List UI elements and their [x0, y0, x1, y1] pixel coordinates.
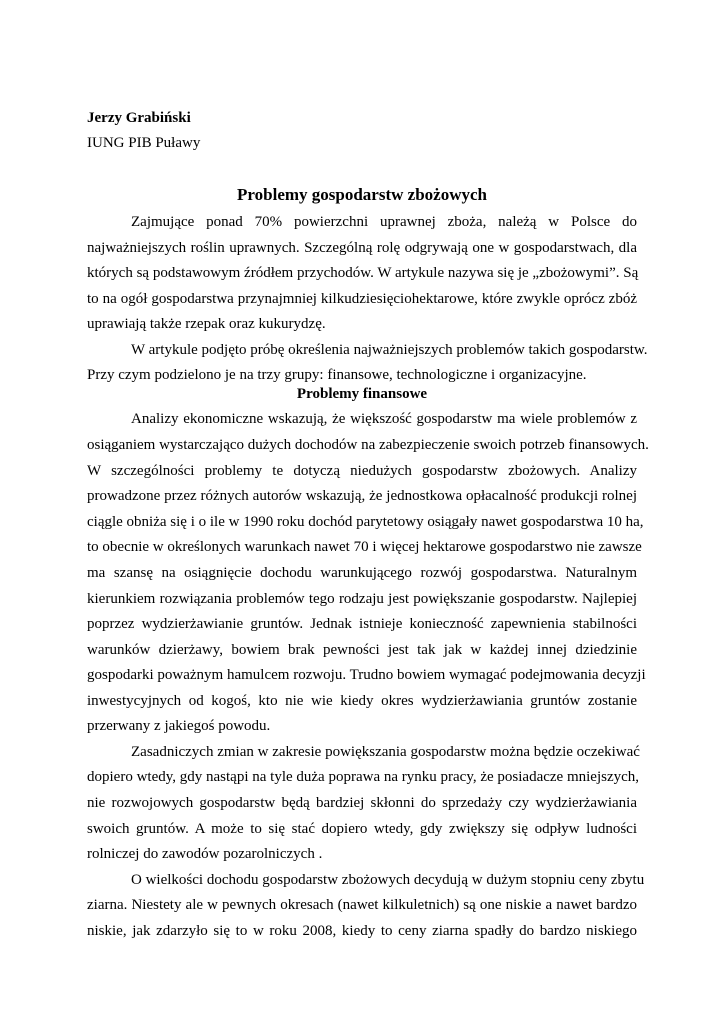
- text-line: prowadzone przez różnych autorów wskazują, że jednostkowa opłacalność produkcji rolnej: [87, 488, 637, 504]
- text-line: których są podstawowym źródłem przychodów. W artykule nazywa się je „zbożowymi”. Są: [87, 265, 639, 281]
- text-line: O wielkości dochodu gospodarstw zbożowych decydują w dużym stopniu ceny zbytu: [131, 872, 645, 888]
- text-line: ciągle obniża się i o ile w 1990 roku dochód parytetowy osiągały nawet gospodarstwa 10 ha,: [87, 514, 644, 530]
- text-line: ziarna. Niestety ale w pewnych okresach (nawet kilkuletnich) są one niskie a nawet bardzo: [87, 897, 637, 913]
- text-line: najważniejszych roślin uprawnych. Szczególną rolę odgrywają one w gospodarstwach, dla: [87, 240, 637, 256]
- text-line: dopiero wtedy, gdy nastąpi na tyle duża poprawa na rynku pracy, że posiadacze mniejszych,: [87, 769, 640, 785]
- text-line: Zasadniczych zmian w zakresie powiększania gospodarstw można będzie oczekiwać: [131, 744, 640, 760]
- text-line: poprzez wydzierżawianie gruntów. Jednak istnieje konieczność zapewnienia stabilności: [87, 616, 637, 632]
- text-line: Przy czym podzielono je na trzy grupy: finansowe, technologiczne i organizacyjne.: [87, 367, 587, 383]
- text-line: Zajmujące ponad 70% powierzchni uprawnej zboża, należą w Polsce do: [131, 214, 637, 230]
- text-line: Analizy ekonomiczne wskazują, że większość gospodarstw ma wiele problemów z: [131, 411, 637, 427]
- text-line: to obecnie w określonych warunkach nawet 70 i więcej hektarowe gospodarstwo nie zawsze: [87, 539, 642, 555]
- text-line: swoich gruntów. A może to się stać dopiero wtedy, gdy zwiększy się odpływ ludności: [87, 821, 637, 837]
- text-line: W artykule podjęto próbę określenia najważniejszych problemów takich gospodarstw.: [131, 342, 648, 358]
- text-line: warunków dzierżawy, bowiem brak pewności jest tak jak w każdej innej dziedzinie: [87, 642, 637, 658]
- text-line: niskie, jak zdarzyło się to w roku 2008, kiedy to ceny ziarna spadły do bardzo niskiego: [87, 923, 637, 939]
- text-line: przerwany z jakiegoś powodu.: [87, 718, 271, 734]
- document-title: Problemy gospodarstw zbożowych: [237, 185, 487, 204]
- text-line: rolniczej do zawodów pozarolniczych .: [87, 846, 323, 862]
- text-line: ma szansę na osiągnięcie dochodu warunkującego rozwój gospodarstwa. Naturalnym: [87, 565, 637, 581]
- section-heading: Problemy finansowe: [296, 386, 428, 402]
- text-line: nie rozwojowych gospodarstw będą bardziej skłonni do sprzedaży czy wydzierżawiania: [87, 795, 637, 811]
- text-line: to na ogół gospodarstwa przynajmniej kilkudziesięciohektarowe, które zwykle oprócz zbóż: [87, 291, 637, 307]
- text-line: inwestycyjnych od kogoś, kto nie wie kiedy okres wydzierżawiania gruntów zostanie: [87, 693, 637, 709]
- text-line: kierunkiem rozwiązania problemów tego rodzaju jest powiększanie gospodarstw. Najlepiej: [87, 591, 637, 607]
- text-line: W szczególności problemy te dotyczą niedużych gospodarstw zbożowych. Analizy: [87, 463, 637, 479]
- text-line: osiąganiem wystarczająco dużych dochodów na zabezpieczenie swoich potrzeb finansowych.: [87, 437, 649, 453]
- text-line: uprawiają także rzepak oraz kukurydzę.: [87, 316, 326, 332]
- author-affiliation: IUNG PIB Puławy: [87, 135, 201, 151]
- author-name: Jerzy Grabiński: [87, 110, 191, 126]
- text-line: gospodarki poważnym hamulcem rozwoju. Trudno bowiem wymagać podejmowania decyzji: [87, 667, 646, 683]
